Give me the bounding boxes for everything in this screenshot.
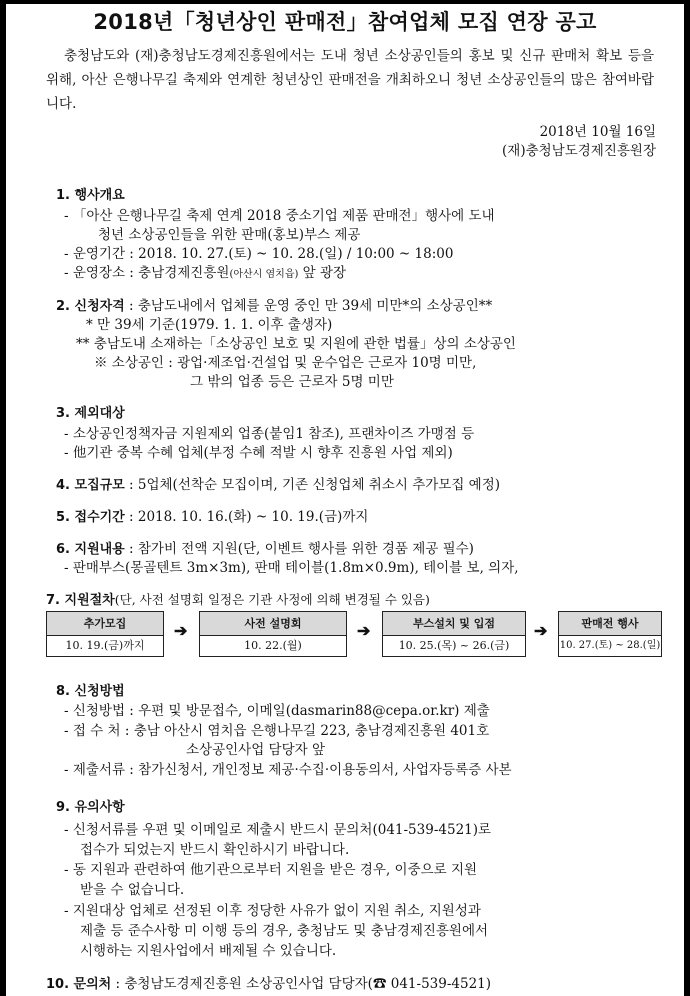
section-10-contact: 10. 문의처 : 충청남도경제진흥원 소상공인사업 담당자(☎ 041-539-4521): [46, 976, 492, 992]
step-additional-recruitment: [46, 611, 164, 657]
step-date: 10. 27.(토) ~ 28.(일): [559, 640, 661, 651]
step-date: 10. 22.(월): [244, 639, 302, 652]
section-9-line-4: 받을 수 없습니다.: [80, 882, 185, 898]
step-booth-setup: [382, 611, 526, 657]
section-4-scale: 4. 모집규모 : 5업체(선착순 모집이며, 기존 신청업체 취소시 추가모집 예정): [56, 477, 501, 493]
section-9-line-7: 시행하는 지원사업에서 배제될 수 있습니다.: [80, 943, 337, 959]
section-2-footnote-1: * 만 39세 기준(1979. 1. 1. 이후 출생자): [86, 317, 333, 333]
section-1-line-1: - 「아산 은행나무길 축제 연계 2018 중소기업 제품 판매전」행사에 도내: [64, 208, 495, 224]
section-9-heading: 9. 유의사항: [56, 800, 125, 815]
step-label: 사전 설명회: [200, 612, 346, 636]
section-9-line-6: 제출 등 준수사항 미 이행 등의 경우, 충청남도 및 충남경제진흥원에서: [80, 923, 489, 939]
step-label: 판매전 행사: [559, 612, 661, 636]
intro-paragraph: 충청남도와 (재)충청남도경제진흥원에서는 도내 청년 소상공인들의 홍보 및 신규 판매처 확보 등을 위해, 아산 은행나무길 축제와 연계한 청년상인 판매전을 개최하오니 청년 소상공인들의 많은 참여바랍니다.: [46, 48, 654, 112]
step-sales-event: [558, 611, 662, 657]
venue-address-note: (아산시 염치읍): [229, 269, 299, 280]
section-2-footnote-2: ** 충남도내 소재하는「소상공인 보호 및 지원에 관한 법률」상의 소상공인: [76, 336, 516, 352]
procedure-flowchart: [46, 611, 666, 657]
notice-date: 2018년 10월 16일: [539, 124, 656, 140]
section-3-line-2: - 他기관 중복 수혜 업체(부정 수혜 적발 시 향후 진흥원 사업 제외): [64, 445, 453, 461]
top-border: [0, 0, 690, 4]
section-8-address: - 접 수 처 : 충남 아산시 염치읍 은행나무길 223, 충남경제진흥원 401호: [64, 723, 490, 739]
section-6-line-2: - 판매부스(몽골텐트 3m×3m), 판매 테이블(1.8m×0.9m), 테이블 보, 의자,: [64, 560, 519, 576]
step-date: 10. 25.(목) ~ 26.(금): [398, 639, 510, 652]
section-3-line-1: - 소상공인정책자금 지원제외 업종(붙임1 참조), 프랜차이즈 가맹점 등: [64, 426, 475, 442]
section-8-documents: - 제출서류 : 참가신청서, 개인정보 제공·수집·이용동의서, 사업자등록증 사본: [64, 762, 512, 778]
section-1-period: - 운영기간 : 2018. 10. 27.(토) ~ 10. 28.(일) / 10:00 ~ 18:00: [64, 246, 454, 262]
section-1-heading: 1. 행사개요: [56, 188, 125, 203]
section-6-support: 6. 지원내용 : 참가비 전액 지원(단, 이벤트 행사를 위한 경품 제공 필수): [56, 541, 474, 557]
left-border: [0, 0, 6, 996]
section-8-method: - 신청방법 : 우편 및 방문접수, 이메일(dasmarin88@cepa.or.kr) 제출: [64, 703, 490, 719]
step-briefing: [199, 611, 347, 657]
section-9-line-1: - 신청서류를 우편 및 이메일로 제출시 반드시 문의처(041-539-4521)로: [64, 822, 492, 838]
section-2-eligibility: 2. 신청자격 : 충남도내에서 업체를 운영 중인 만 39세 미만*의 소상공인**: [56, 298, 493, 314]
section-9-line-5: - 지원대상 업체로 선정된 이후 정당한 사유가 없이 지원 취소, 지원성과: [64, 903, 481, 919]
arrow-icon: ➔: [357, 621, 371, 640]
step-date: 10. 19.(금)까지: [65, 639, 145, 652]
section-8-heading: 8. 신청방법: [56, 684, 125, 699]
section-2-note-1: ※ 소상공인 : 광업·제조업·건설업 및 운수업은 근로자 10명 미만,: [94, 355, 477, 371]
arrow-icon: ➔: [174, 621, 188, 640]
section-9-line-2: 접수가 되었는지 반드시 확인하시기 바랍니다.: [80, 842, 350, 858]
right-border: [684, 0, 690, 996]
page-title: 2018년「청년상인 판매전」참여업체 모집 연장 공고: [93, 10, 597, 34]
issuing-organization: (재)충청남도경제진흥원장: [502, 143, 656, 159]
arrow-icon: ➔: [534, 621, 548, 640]
section-9-line-3: - 동 지원과 관련하여 他기관으로부터 지원을 받은 경우, 이중으로 지원: [64, 862, 478, 878]
step-label: 부스설치 및 입점: [383, 612, 525, 636]
section-5-period: 5. 접수기간 : 2018. 10. 16.(화) ~ 10. 19.(금)까지: [56, 509, 369, 525]
section-2-note-2: 그 밖의 업종 등은 근로자 5명 미만: [190, 374, 394, 390]
section-1-line-2: 청년 소상공인들을 위한 판매(홍보)부스 제공: [98, 227, 361, 243]
section-8-recipient: 소상공인사업 담당자 앞: [186, 742, 325, 758]
step-label: 추가모집: [47, 612, 163, 636]
section-1-venue: - 운영장소 : 충남경제진흥원(아산시 염치읍) 앞 광장: [64, 265, 347, 281]
section-3-heading: 3. 제외대상: [56, 406, 125, 421]
section-7-procedure: 7. 지원절차(단, 사전 설명회 일정은 기관 사정에 의해 변경될 수 있음): [46, 592, 430, 608]
